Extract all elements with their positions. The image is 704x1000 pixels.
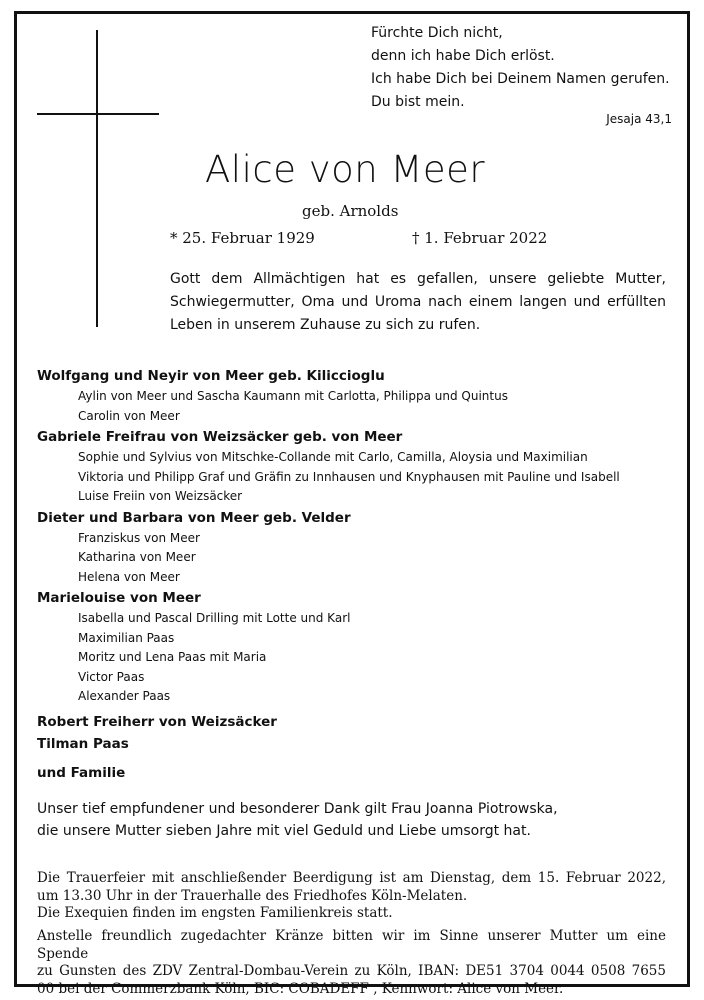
- family-member: Franziskus von Meer: [78, 530, 200, 545]
- funeral-info: [37, 870, 666, 923]
- donation-line: Anstelle freundlich zugedachter Kränze bitten wir im Sinne unserer Mutter um eine Spende: [37, 928, 666, 962]
- family-head: Marielouise von Meer: [37, 590, 201, 606]
- family-head: Dieter und Barbara von Meer geb. Velder: [37, 509, 351, 526]
- family-member: Sophie und Sylvius von Mitschke-Collande mit Carlo, Camilla, Aloysia und Maximilian: [78, 450, 588, 464]
- family-member: Carolin von Meer: [78, 408, 180, 423]
- death-date: † 1. Februar 2022: [412, 229, 548, 247]
- family-head: Gabriele Freifrau von Weizsäcker geb. von Meer: [37, 429, 403, 445]
- cross-icon-vertical: [96, 30, 98, 327]
- mourners-list: [37, 365, 677, 707]
- thanks-text: [37, 798, 677, 842]
- family-member: Isabella und Pascal Drilling mit Lotte und Karl: [78, 611, 351, 625]
- family-member: Victor Paas: [78, 669, 145, 684]
- mourner-name: Robert Freiherr von Weizsäcker: [37, 714, 277, 730]
- family-member: Luise Freiin von Weizsäcker: [78, 489, 243, 503]
- thanks-line: die unsere Mutter sieben Jahre mit viel Geduld und Liebe umsorgt hat.: [37, 823, 531, 839]
- verse-line: Fürchte Dich nicht,: [371, 25, 503, 41]
- verse-line: Ich habe Dich bei Deinem Namen gerufen.: [371, 71, 670, 87]
- deceased-name: Alice von Meer: [205, 148, 486, 191]
- funeral-line: um 13.30 Uhr in der Trauerhalle des Friedhofes Köln-Melaten.: [37, 887, 468, 904]
- verse-line: denn ich habe Dich erlöst.: [371, 48, 555, 64]
- birth-date: * 25. Februar 1929: [170, 229, 315, 247]
- family-member: Helena von Meer: [78, 569, 180, 584]
- other-mourners: [37, 711, 277, 755]
- family-member: Aylin von Meer und Sascha Kaumann mit Carlotta, Philippa und Quintus: [78, 389, 508, 403]
- verse-reference: Jesaja 43,1: [606, 112, 672, 126]
- mourner-name: Tilman Paas: [37, 736, 129, 752]
- family-head: Wolfgang und Neyir von Meer geb. Kiliccioglu: [37, 368, 385, 384]
- funeral-line: Die Trauerfeier mit anschließender Beerdigung ist am Dienstag, dem 15. Februar 2022,: [37, 870, 666, 886]
- intro-text: [170, 268, 666, 337]
- thanks-line: Unser tief empfundener und besonderer Dank gilt Frau Joanna Piotrowska,: [37, 801, 558, 817]
- cross-icon-horizontal: [37, 113, 159, 115]
- donation-info: [37, 928, 666, 998]
- family-member: Maximilian Paas: [78, 630, 175, 645]
- donation-line: 00 bei der Commerzbank Köln, BIC: COBADEFF , Kennwort: Alice von Meer.: [37, 980, 564, 997]
- intro-line: Schwiegermutter, Oma und Uroma nach einem langen und erfüllten: [170, 294, 666, 310]
- intro-line: Gott dem Allmächtigen hat es gefallen, unsere geliebte Mutter,: [170, 271, 666, 287]
- intro-line: Leben in unserem Zuhause zu sich zu rufen.: [170, 317, 481, 333]
- family-member: Moritz und Lena Paas mit Maria: [78, 650, 267, 664]
- funeral-line: Die Exequien finden im engsten Familienkreis statt.: [37, 905, 393, 921]
- family-member: Viktoria und Philipp Graf und Gräfin zu Innhausen und Knyphausen mit Pauline und Isabell: [78, 469, 620, 484]
- born-name: geb. Arnolds: [302, 202, 399, 220]
- family-member: Alexander Paas: [78, 689, 171, 703]
- family-member: Katharina von Meer: [78, 550, 196, 564]
- donation-line: zu Gunsten des ZDV Zentral-Dombau-Verein zu Köln, IBAN: DE51 3704 0044 0508 7655: [37, 963, 666, 979]
- bible-verse: [371, 22, 671, 114]
- verse-line: Du bist mein.: [371, 94, 465, 110]
- and-family: und Familie: [37, 765, 126, 781]
